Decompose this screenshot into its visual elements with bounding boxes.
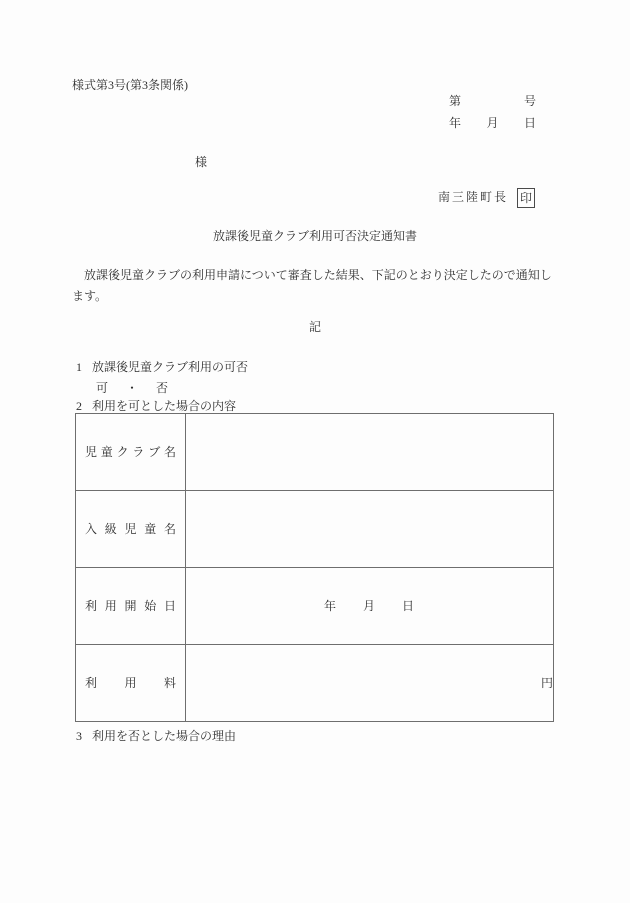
doc-number-suffix: 号 <box>523 94 536 108</box>
list-item-1-number: 1 <box>76 360 82 374</box>
document-title: 放課後児童クラブ利用可否決定通知書 <box>212 229 417 243</box>
doc-number-prefix: 第 <box>449 94 462 108</box>
addressee-honorific: 様 <box>195 155 208 169</box>
list-item-2-number: 2 <box>76 399 82 413</box>
form-number-label: 様式第3号(第3条関係) <box>72 78 188 92</box>
start-date-value: 年 月 日 <box>186 568 554 645</box>
fee-value: 円 <box>186 645 554 722</box>
body-paragraph: 放課後児童クラブの利用申請について審査した結果、下記のとおり決定したので通知します。 <box>72 268 552 303</box>
list-item-2-label: 利用を可とした場合の内容 <box>92 399 237 413</box>
date-day-label: 日 <box>523 116 536 130</box>
issuer-title: 南三陸町長 <box>438 190 509 204</box>
approval-details-table <box>75 413 554 722</box>
approval-options: 可 ・ 否 <box>96 381 172 395</box>
document-number-line <box>449 94 536 109</box>
list-item-1 <box>76 360 248 375</box>
fee-label: 利用料 <box>76 645 186 722</box>
table-row-start-date <box>76 568 554 645</box>
list-item-3 <box>76 729 236 744</box>
list-item-2 <box>76 399 236 414</box>
start-date-label: 利用開始日 <box>76 568 186 645</box>
date-year-label: 年 <box>449 116 462 130</box>
table-row-fee <box>76 645 554 722</box>
table-row-club-name <box>76 414 554 491</box>
child-name-label: 入級児童名 <box>76 491 186 568</box>
issuer-line <box>438 187 535 208</box>
list-item-3-number: 3 <box>76 729 82 743</box>
list-item-3-label: 利用を否とした場合の理由 <box>92 729 237 743</box>
date-month-label: 月 <box>486 116 499 130</box>
club-name-label: 児童クラブ名 <box>76 414 186 491</box>
seal-mark: 印 <box>517 188 535 208</box>
table-row-child-name <box>76 491 554 568</box>
club-name-value <box>186 414 554 491</box>
child-name-value <box>186 491 554 568</box>
record-heading: 記 <box>308 320 321 334</box>
date-line <box>449 116 536 131</box>
list-item-1-label: 放課後児童クラブ利用の可否 <box>92 360 249 374</box>
